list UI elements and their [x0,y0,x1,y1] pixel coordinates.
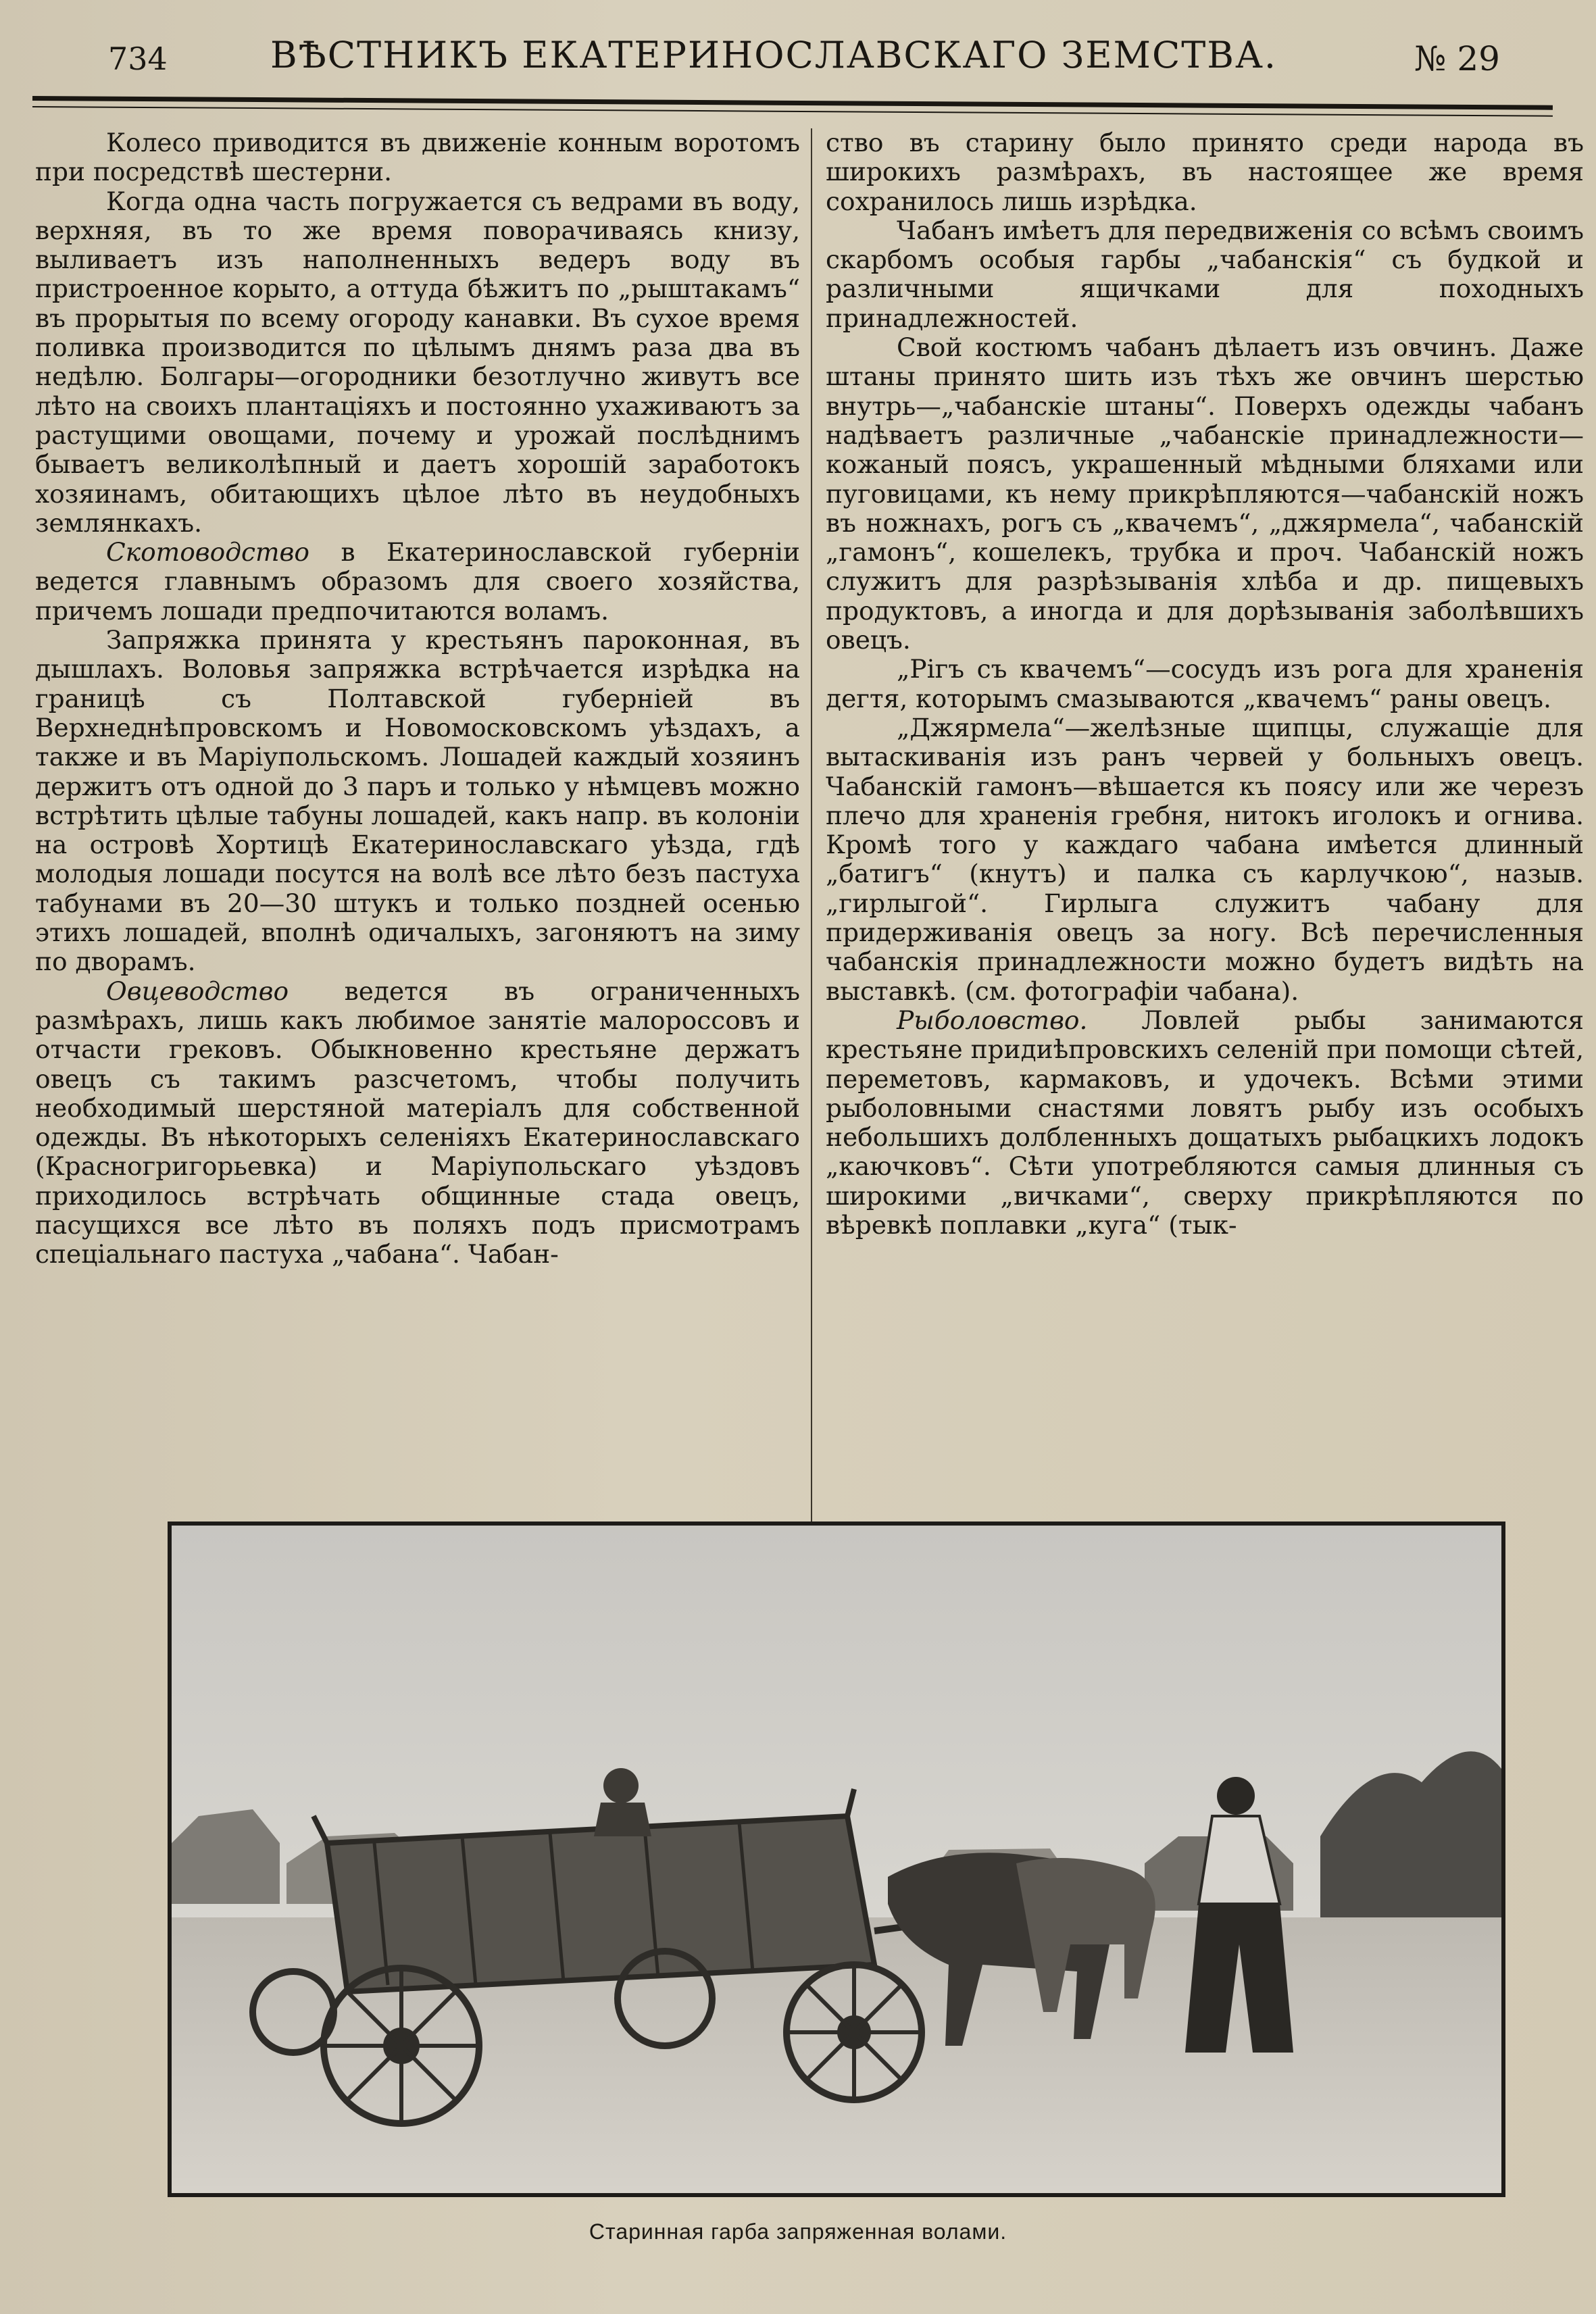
paragraph [826,1006,1584,1240]
paragraph: Запряжка принята у крестьянъ пароконная, въ дышлахъ. Воловья запряжка встрѣчается изрѣдка на границѣ съ Полтавской губерніей въ Верхнеднѣпровскомъ и Новомосковскомъ уѣздахъ, а также и въ Маріупольскомъ. Лошадей каждый хозяинъ держитъ отъ одной до 3 паръ и только у нѣмцевъ можно встрѣтить цѣлые табуны лошадей, какъ напр. въ колоніи на островѣ Хортицѣ Екатеринославскаго уѣзда, гдѣ молодыя лошади посутся на волѣ все лѣто безъ пастуха табунами въ 20—30 штукъ и только поздней осенью этихъ лошадей, вполнѣ одичалыхъ, загоняютъ на зиму по дворамъ. [35,625,800,977]
section-term: Овцеводство [106,976,289,1006]
paragraph: Свой костюмъ чабанъ дѣлаетъ изъ овчинъ. Даже штаны принято шить изъ тѣхъ же овчинъ шерстью внутрь—„чабанскіе штаны“. Поверхъ одежды чабанъ надѣваетъ различные „чабанскіе принадлежности—кожаный поясъ, украшенный мѣдными бляхами или пуговицами, къ нему прикрѣпляются—чабанскій ножъ въ ножнахъ, рогъ съ „квачемъ“, „джярмела“, чабанскій „гамонъ“, кошелекъ, трубка и проч. Чабанскій ножъ служитъ для разрѣзыванія хлѣба и др. пищевыхъ продуктовъ, а иногда и для дорѣзыванія заболѣвшихъ овецъ. [826,332,1584,655]
paragraph-text: Ловлей рыбы занимаются крестьяне придиѣпровскихъ селеній при помощи сѣтей, переметовъ, кармаковъ, и удочекъ. Всѣми этими рыболовными снастями ловятъ рыбу изъ особыхъ небольшихъ долбленныхъ дощатыхъ рыбацкихъ лодокъ „каючковъ“. Сѣти употребляются самыя длинныя съ широкими „вичками“, сверху прикрѣпляются по вѣревкѣ поплавки „куга“ (тык- [826,1005,1584,1240]
column-divider [811,128,812,1547]
section-term: Рыболовство. [897,1005,1088,1035]
paragraph: „Рігъ съ квачемъ“—сосудъ изъ рога для храненія дегтя, которымъ смазываются „квачемъ“ раны овецъ. [826,654,1584,713]
left-column [35,128,800,1507]
journal-title: ВѢСТНИКЪ ЕКАТЕРИНОСЛАВСКАГО ЗЕМСТВА. [270,34,1278,76]
paragraph-text: ведется въ ограниченныхъ размѣрахъ, лишь какъ любимое занятіе малороссовъ и отчасти грековъ. Обыкновенно крестьяне держатъ овецъ съ такимъ разсчетомъ, чтобы получить необходимый шерстяной матеріалъ для собственной одежды. Въ нѣкоторыхъ селеніяхъ Екатеринославскаго (Красногригорьевка) и Маріупольскаго уѣздовъ приходилось встрѣчать общинные стада овецъ, пасущихся все лѣто въ поляхъ подъ присмотрамъ спеціальнаго пастуха „чабана“. Чабан- [35,976,801,1269]
paragraph: Колесо приводится въ движеніе конным воротомъ при посредствѣ шестерни. [35,128,800,187]
issue-number: № 29 [1414,39,1500,78]
paragraph [35,538,800,626]
paragraph: ство въ старину было принято среди народа въ широкихъ размѣрахъ, въ настоящее же время сохранилось лишь изрѣдка. [826,128,1584,216]
paragraph: „Джярмела“—желѣзные щипцы, служащіе для вытаскиванія изъ ранъ червей у больныхъ овецъ. Чабанскій гамонъ—вѣшается къ поясу или же черезъ плечо для храненія гребня, нитокъ иголокъ и огнива. Кромѣ того у каждаго чабана имѣется длинный „батигъ“ (кнутъ) и палка съ карлучкою“, назыв. „гирлыгой“. Гирлыга служитъ чабану для придерживанія овецъ за ногу. Всѣ перечисленныя чабанскія принадлежности можно будетъ видѣть на выставкѣ. (см. фотографіи чабана). [826,712,1584,1006]
paragraph-text: в Екатеринославской губерніи ведется главнымъ образомъ для своего хозяйства, причемъ лошади предпочитаются воламъ. [35,537,800,626]
section-term: Скотоводство [106,537,309,568]
photograph-ox-cart [172,1526,1501,2193]
paragraph [35,977,800,1269]
paragraph: Когда одна часть погружается съ ведрами въ воду, верхняя, въ то же время поворачиваясь книзу, выливаетъ изъ наполненныхъ ведеръ воду въ пристроенное корыто, а оттуда бѣжитъ по „рыштакамъ“ въ прорытыя по всему огороду канавки. Въ сухое время поливка производится по цѣлымъ днямъ раза два въ недѣлю. Болгары—огородники безотлучно живутъ все лѣто на своихъ плантаціяхъ и постоянно ухаживаютъ за растущими овощами, почему и урожай послѣднимъ бываетъ великолѣпный и даетъ хорошій заработокъ хозяинамъ, обитающихъ цѣлое лѣто въ неудобныхъ землянкахъ. [35,186,800,538]
page-header [34,27,1514,91]
paragraph: Чабанъ имѣетъ для передвиженія со всѣмъ своимъ скарбомъ особыя гарбы „чабанскія“ съ будкой и различными ящичками для походныхъ принадлежностей. [826,215,1584,333]
right-column [826,128,1584,1507]
photo-caption: Старинная гарба запряженная волами. [589,2219,1007,2244]
photograph-frame [168,1521,1505,2197]
page-number: 734 [108,41,168,77]
